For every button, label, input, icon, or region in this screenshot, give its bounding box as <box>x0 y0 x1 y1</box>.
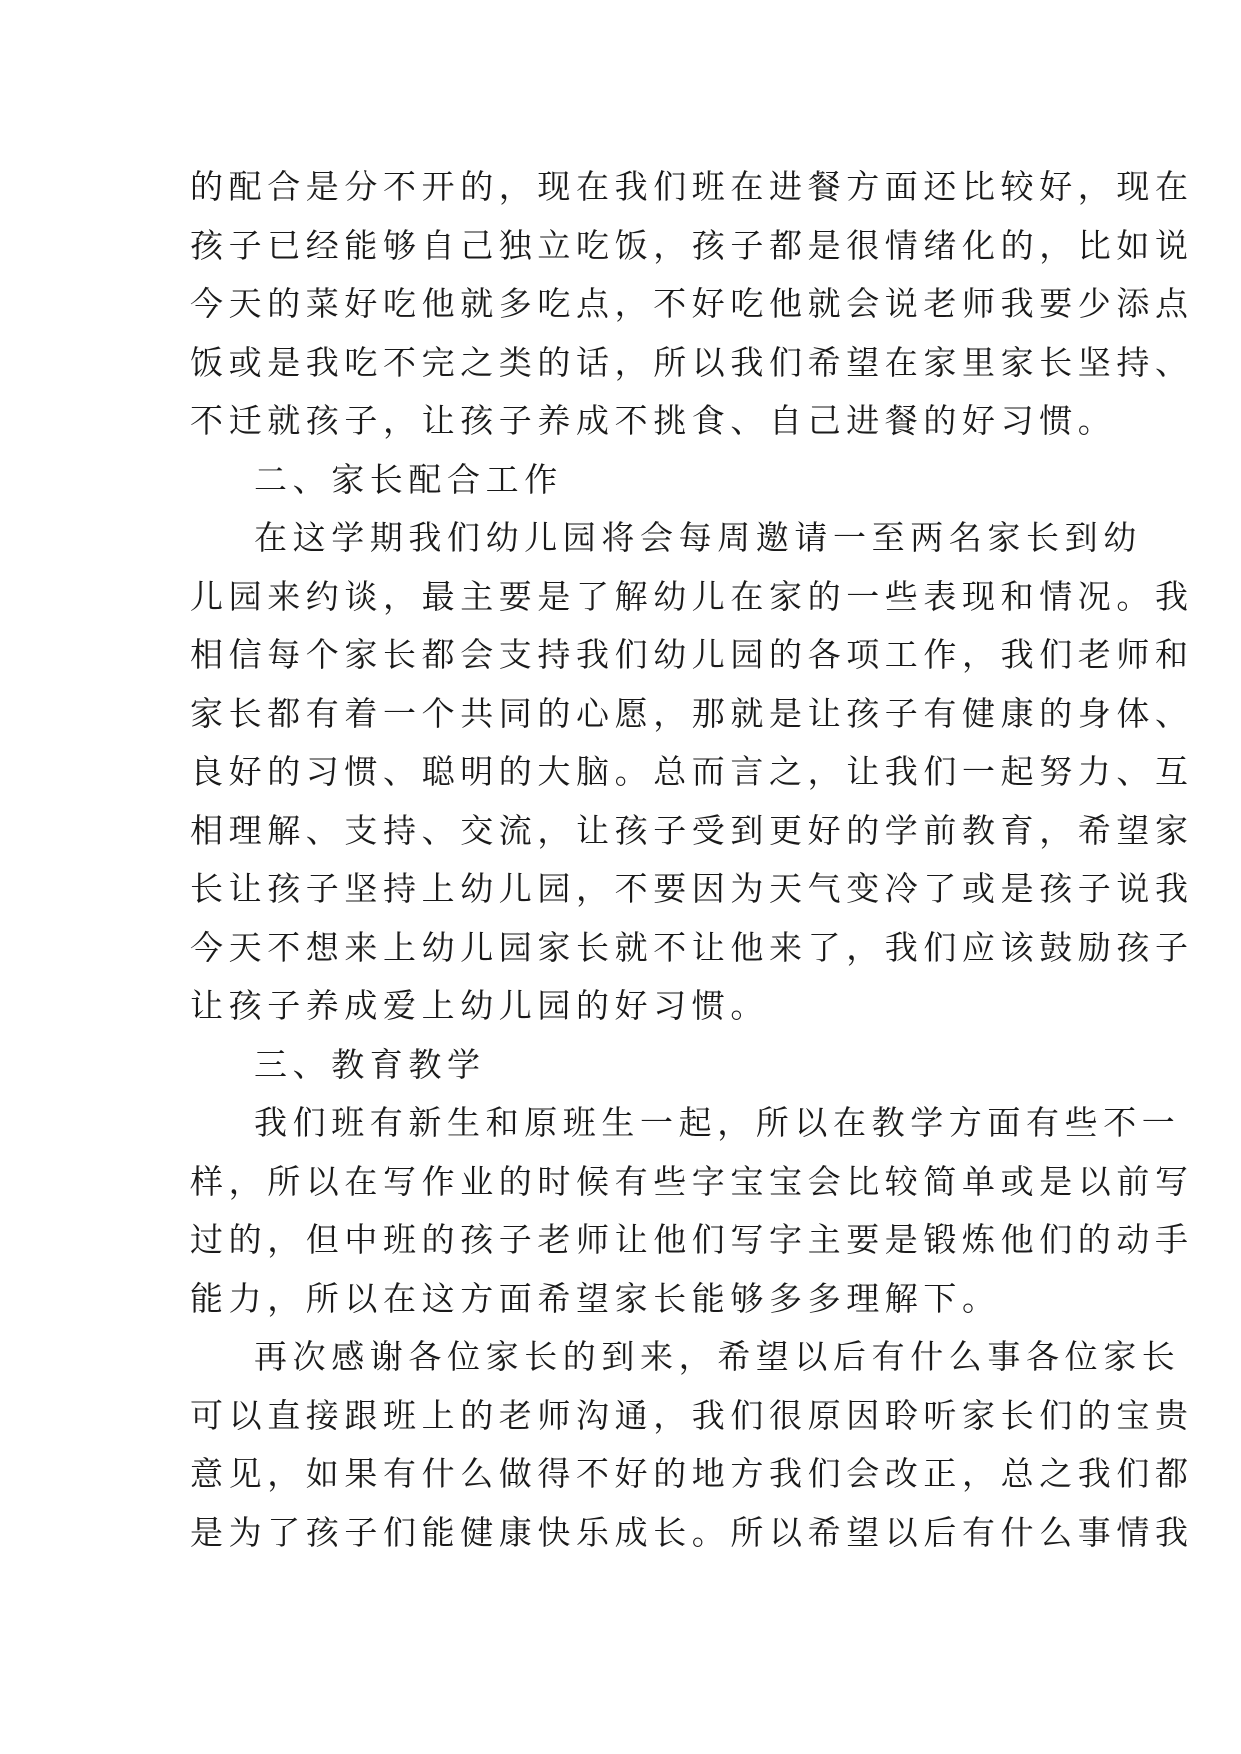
body-line: 长让孩子坚持上幼儿园，不要因为天气变冷了或是孩子说我 <box>190 869 1194 908</box>
body-line: 今天不想来上幼儿园家长就不让他来了，我们应该鼓励孩子 <box>190 927 1194 967</box>
section-heading: 二、家长配合工作 <box>254 459 563 499</box>
body-line: 的配合是分不开的，现在我们班在进餐方面还比较好，现在 <box>190 167 1194 206</box>
body-line: 良好的习惯、聪明的大脑。总而言之，让我们一起努力、互 <box>190 752 1194 791</box>
body-line: 孩子已经能够自己独立吃饭，孩子都是很情绪化的，比如说 <box>190 225 1194 265</box>
body-line: 不迁就孩子，让孩子养成不挑食、自己进餐的好习惯。 <box>190 401 1117 440</box>
body-line: 过的，但中班的孩子老师让他们写字主要是锻炼他们的动手 <box>190 1220 1194 1259</box>
body-line: 相信每个家长都会支持我们幼儿园的各项工作，我们老师和 <box>190 635 1194 674</box>
paragraph-first-line: 我们班有新生和原班生一起，所以在教学方面有些不一 <box>254 1103 1181 1142</box>
paragraph-first-line: 在这学期我们幼儿园将会每周邀请一至两名家长到幼 <box>254 518 1142 557</box>
paragraph-first-line: 再次感谢各位家长的到来，希望以后有什么事各位家长 <box>254 1337 1181 1376</box>
body-line: 样，所以在写作业的时候有些字宝宝会比较简单或是以前写 <box>190 1161 1194 1201</box>
body-line: 今天的菜好吃他就多吃点，不好吃他就会说老师我要少添点 <box>190 284 1194 323</box>
body-line: 家长都有着一个共同的心愿，那就是让孩子有健康的身体、 <box>190 693 1194 733</box>
body-line: 饭或是我吃不完之类的话，所以我们希望在家里家长坚持、 <box>190 342 1194 382</box>
section-heading: 三、教育教学 <box>254 1044 486 1084</box>
body-line: 意见，如果有什么做得不好的地方我们会改正，总之我们都 <box>190 1454 1194 1493</box>
body-line: 可以直接跟班上的老师沟通，我们很原因聆听家长们的宝贵 <box>190 1395 1194 1435</box>
body-line: 儿园来约谈，最主要是了解幼儿在家的一些表现和情况。我 <box>190 576 1194 616</box>
body-line: 让孩子养成爱上幼儿园的好习惯。 <box>190 986 769 1025</box>
document-body <box>190 158 1194 1562</box>
body-line: 是为了孩子们能健康快乐成长。所以希望以后有什么事情我 <box>190 1512 1194 1552</box>
body-line: 能力，所以在这方面希望家长能够多多理解下。 <box>190 1278 1001 1318</box>
body-line: 相理解、支持、交流，让孩子受到更好的学前教育，希望家 <box>190 810 1194 850</box>
